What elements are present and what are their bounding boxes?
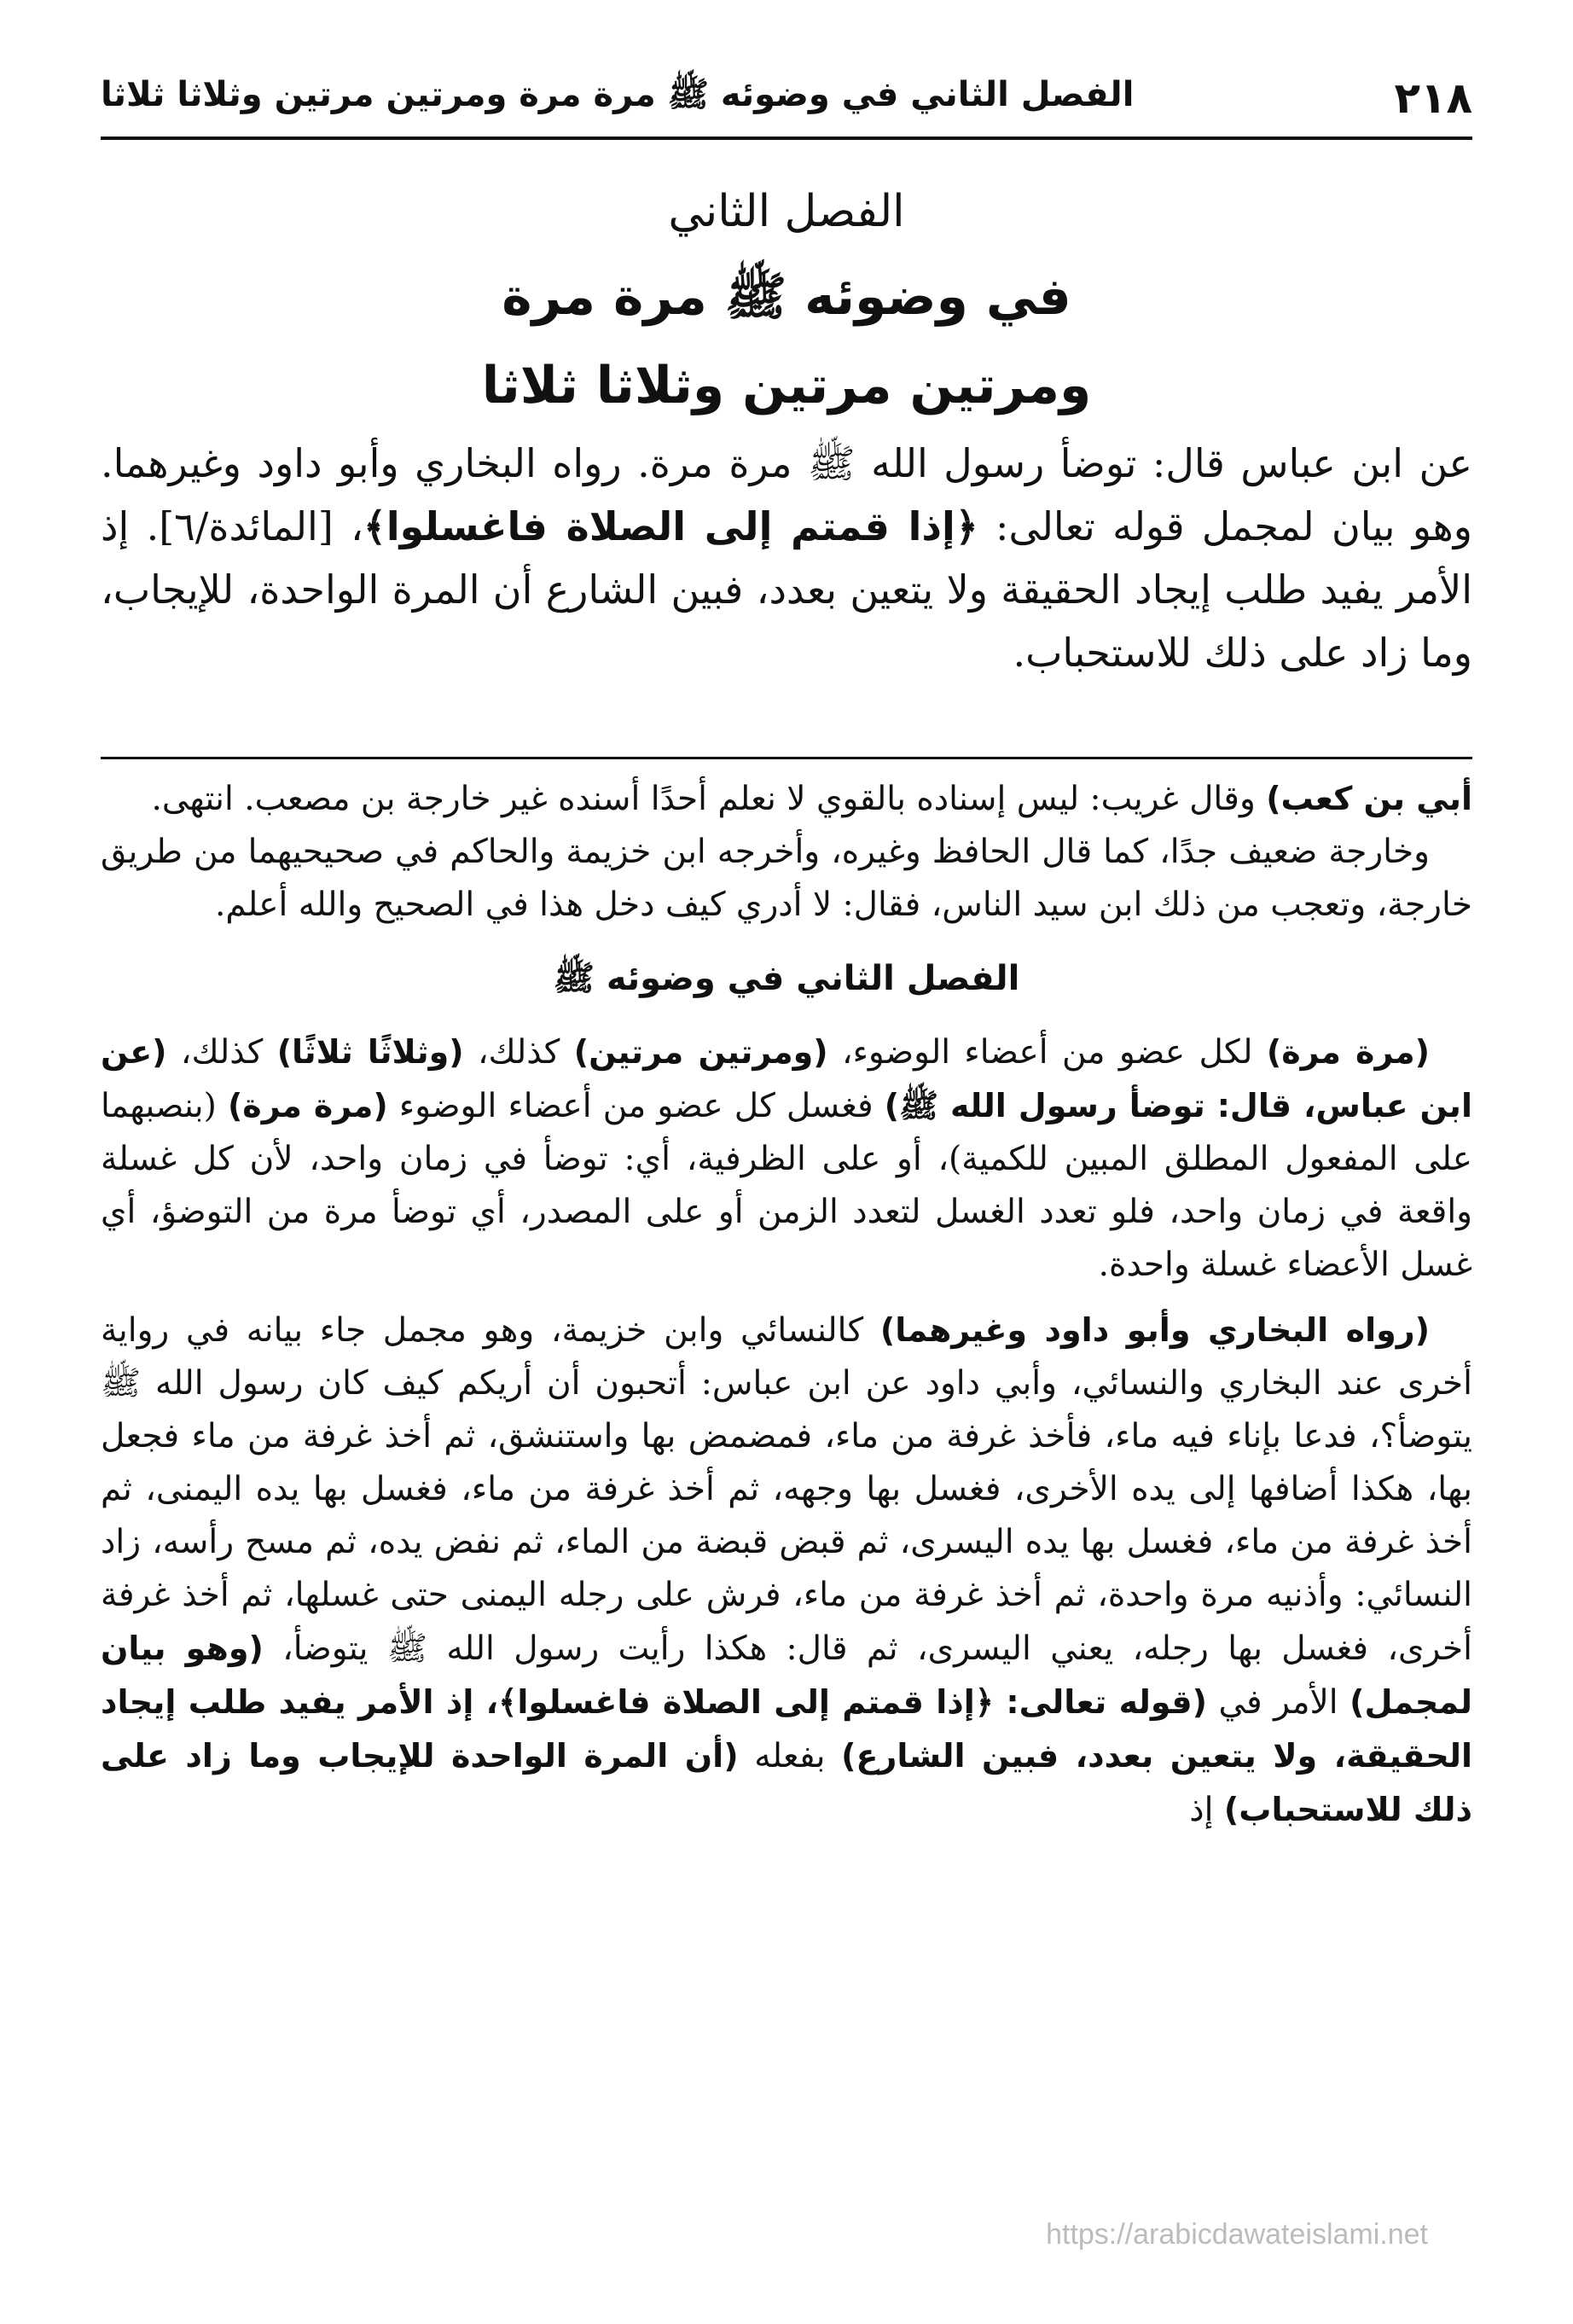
commentary-paragraph [101,1304,1472,1837]
quran-verse: ﴿إذا قمتم إلى الصلاة فاغسلوا﴾ [363,503,978,549]
page-header [101,60,1472,140]
running-title: الفصل الثاني في وضوئه ﷺ مرة مرة ومرتين مرتين وثلاثا ثلاثا [101,75,1135,114]
footnote-continuation [101,772,1472,826]
matn-quote: (رواه البخاري وأبو داود وغيرهما) [879,1311,1430,1349]
commentary-paragraph: وخارجة ضعيف جدًا، كما قال الحافظ وغيره، وأخرجه ابن خزيمة والحاكم في صحيحيهما من طريق خارجة، وتعجب من ذلك ابن سيد الناس، فقال: لا أدري كيف دخل هذا في الصحيح والله أعلم. [101,833,1472,924]
section-divider [101,757,1472,759]
matn-quote: (قوله تعالى: ﴿إذا قمتم إلى الصلاة فاغسلوا﴾، إذ الأمر يفيد طلب إيجاد الحقيقة، ولا يتعين بعدد، فبين الشارع) [101,1683,1472,1775]
matn-quote: (مرة مرة) [227,1087,388,1124]
chapter-heading [101,171,1472,430]
hadith-body-end: ، [المائدة/٦]. إذ الأمر يفيد طلب إيجاد الحقيقة ولا يتعين بعدد، فبين الشارع أن المرة الواحدة، للإيجاب، وما زاد على ذلك للاستحباب. [101,503,1472,676]
sharh-text: (بنصبهما على المفعول المطلق المبين للكمية)، أو على الظرفية، أي: توضأ في زمان واحد، لأن كل غسلة واقعة في زمان واحد، فلو تعدد الغسل لتعدد الزمن أو على المصدر، أي توضأ مرة من التوضؤ، أي غسل الأعضاء غسلة واحدة. [101,1087,1472,1284]
sharh-text: لكل عضو من أعضاء الوضوء، [827,1033,1267,1072]
sharh-text: كذلك، [463,1033,574,1072]
sharh-text: فغسل كل عضو من أعضاء الوضوء [387,1087,885,1125]
page-number: ٢١٨ [1394,73,1472,123]
commentary [101,772,1472,1837]
hadith-paragraph [101,432,1472,684]
sharh-text: كذلك، [166,1033,277,1072]
commentary-paragraph [101,1025,1472,1292]
chapter-title-line1: في وضوئه ﷺ مرة مرة [502,267,1071,327]
matn-quote: (مرة مرة) [1266,1033,1431,1071]
commentary-subheading: الفصل الثاني في وضوئه ﷺ [553,959,1020,998]
sharh-text: الأمر في [1207,1683,1350,1722]
note-text: وقال غريب: ليس إسناده بالقوي لا نعلم أحدًا أسنده غير خارجة بن مصعب. انتهى. [151,780,1267,818]
note-bold: أبي بن كعب) [1266,780,1472,817]
matn-quote: (وهو بيان لمجمل) [101,1630,1473,1721]
sharh-text: كالنسائي وابن خزيمة، وهو مجمل جاء بيانه في رواية أخرى عند البخاري والنسائي، وأبي داود عن ابن عباس: أتحبون أن أريكم كيف كان رسول الله ﷺ يتوضأ؟، فدعا بإناء فيه ماء، فأخذ غرفة من ماء، فمضمض بها واستنشق، ثم أخذ غرفة من ماء فجعل بها، هكذا أضافها إلى يده الأخرى، فغسل بها وجهه، ثم أخذ غرفة من ماء، فغسل بها يده اليمنى، ثم أخذ غرفة من ماء، فغسل بها يده اليسرى، ثم قبض قبضة من الماء، ثم نفض يده، ثم مسح رأسه، زاد النسائي: وأذنيه مرة واحدة، ثم أخذ غرفة من ماء، فرش على رجله اليمنى حتى غسلها، ثم أخذ غرفة أخرى، فغسل بها رجله، يعني اليسرى، ثم قال: هكذا رأيت رسول الله ﷺ يتوضأ، [101,1311,1472,1668]
matn-quote: (أن المرة الواحدة للإيجاب وما زاد على ذلك للاستحباب) [101,1737,1472,1828]
matn-quote: (وثلاثًا ثلاثًا) [276,1033,464,1071]
matn-quote: (ومرتين مرتين) [573,1033,828,1071]
sharh-text: إذ [1189,1791,1224,1829]
sharh-text: بفعله [738,1737,842,1775]
chapter-label: الفصل الثاني [668,186,905,237]
hadith-body: عن ابن عباس قال: توضأ رسول الله ﷺ مرة مرة. رواه البخاري وأبو داود وغيرهما. وهو بيان لمجمل قوله تعالى: [101,440,1472,549]
matn-quote: (عن ابن عباس، قال: توضأ رسول الله ﷺ) [101,1033,1472,1124]
chapter-title-line2: ومرتين مرتين وثلاثا ثلاثا [481,356,1092,415]
hadith-text [101,432,1472,684]
source-watermark: https://arabicdawateislami.net [1046,2218,1428,2251]
